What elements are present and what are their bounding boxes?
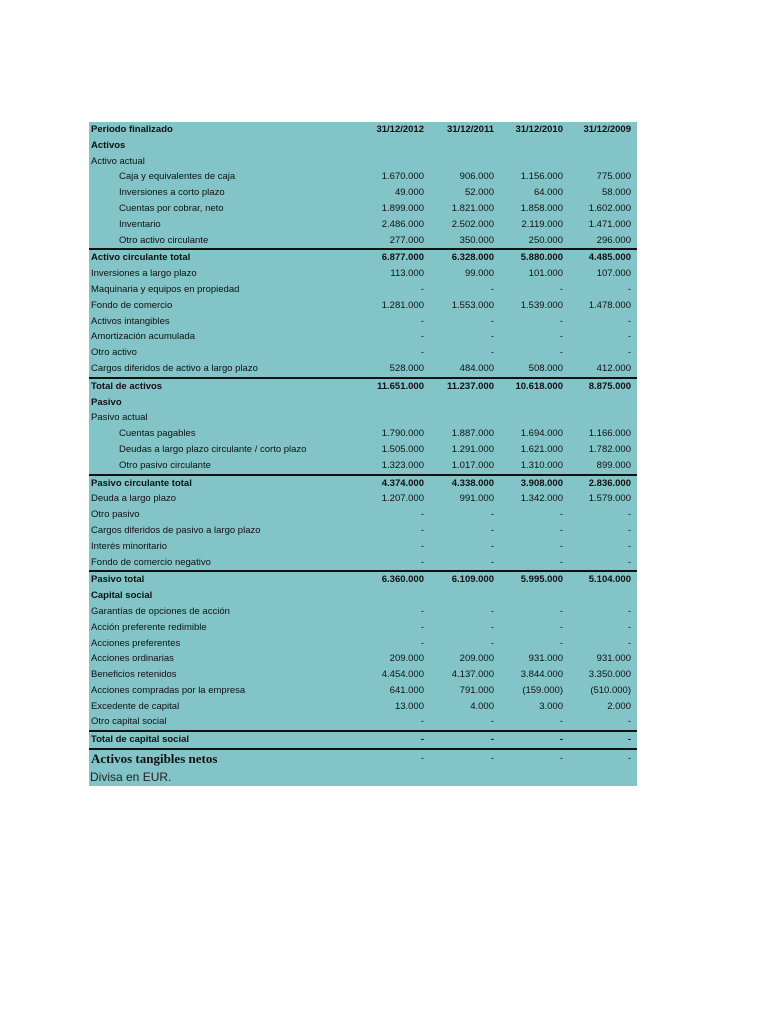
table-row — [89, 555, 637, 571]
row-label: Inventario — [119, 218, 161, 230]
table-cell: - — [559, 509, 563, 521]
table-cell: - — [420, 753, 424, 765]
table-cell: - — [559, 621, 563, 633]
table-row — [89, 410, 637, 426]
row-label: Pasivo actual — [91, 412, 148, 424]
table-cell: - — [420, 605, 424, 617]
row-label: Fondo de comercio — [91, 299, 173, 311]
table-cell: 1.887.000 — [451, 428, 494, 440]
table-cell: - — [490, 347, 494, 359]
table-row — [89, 539, 637, 555]
table-cell: 899.000 — [596, 459, 631, 471]
table-cell: 52.000 — [464, 187, 494, 199]
table-cell: 49.000 — [394, 187, 424, 199]
table-cell: - — [490, 524, 494, 536]
row-label: Interés minoritario — [91, 540, 168, 552]
table-cell: - — [627, 347, 631, 359]
table-cell: 2.000 — [607, 700, 631, 712]
row-label: Deuda a largo plazo — [91, 493, 177, 505]
row-label: Cargos diferidos de pasivo a largo plazo — [91, 524, 261, 536]
net-tangible-label: Activos tangibles netos — [91, 751, 218, 767]
table-cell: (510.000) — [590, 684, 631, 696]
table-cell: - — [559, 540, 563, 552]
table-cell: 1.821.000 — [451, 202, 494, 214]
period-header: 31/12/2012 — [376, 124, 424, 135]
table-cell: - — [627, 605, 631, 617]
row-label: Activo actual — [91, 155, 145, 167]
row-label: Activos intangibles — [91, 315, 170, 327]
table-cell: - — [490, 540, 494, 552]
table-cell: 1.291.000 — [451, 443, 494, 455]
table-cell: - — [490, 734, 494, 746]
table-row — [89, 345, 637, 361]
table-cell: 11.237.000 — [446, 380, 494, 392]
table-cell: 5.104.000 — [588, 574, 631, 586]
table-row — [89, 730, 637, 748]
table-cell: - — [420, 734, 424, 746]
table-row — [89, 426, 637, 442]
table-cell: 4.374.000 — [381, 477, 424, 489]
table-cell: 1.899.000 — [381, 202, 424, 214]
row-label: Otro pasivo circulante — [119, 459, 211, 471]
table-row — [89, 507, 637, 523]
table-cell: - — [490, 605, 494, 617]
table-row — [89, 588, 637, 604]
header-row — [89, 122, 637, 138]
table-cell: 931.000 — [528, 653, 563, 665]
table-cell: 1.505.000 — [381, 443, 424, 455]
table-cell: 1.207.000 — [381, 493, 424, 505]
table-cell: 6.109.000 — [451, 574, 494, 586]
table-cell: - — [627, 540, 631, 552]
table-row — [89, 667, 637, 683]
table-cell: - — [420, 540, 424, 552]
table-row — [89, 683, 637, 699]
table-cell: 1.156.000 — [520, 171, 563, 183]
table-cell: 1.310.000 — [520, 459, 563, 471]
table-cell: 6.328.000 — [451, 252, 494, 264]
table-cell: 1.602.000 — [588, 202, 631, 214]
row-label: Beneficios retenidos — [91, 669, 177, 681]
table-cell: 1.471.000 — [588, 218, 631, 230]
table-cell: 1.790.000 — [381, 428, 424, 440]
table-cell: - — [627, 283, 631, 295]
period-header: 31/12/2011 — [446, 124, 494, 135]
table-cell: - — [627, 753, 631, 765]
table-cell: 5.995.000 — [520, 574, 563, 586]
table-row — [89, 699, 637, 715]
table-row — [89, 282, 637, 298]
table-cell: 3.908.000 — [520, 477, 563, 489]
table-cell: 1.342.000 — [520, 493, 563, 505]
period-label: Periodo finalizado — [91, 124, 173, 135]
table-cell: - — [559, 716, 563, 728]
table-cell: - — [559, 605, 563, 617]
table-cell: - — [490, 637, 494, 649]
table-cell: - — [420, 331, 424, 343]
table-row — [89, 442, 637, 458]
table-cell: - — [627, 716, 631, 728]
row-label: Acciones preferentes — [91, 637, 181, 649]
table-cell: 484.000 — [459, 362, 494, 374]
row-label: Inversiones a largo plazo — [91, 268, 197, 280]
table-cell: - — [627, 315, 631, 327]
table-cell: 350.000 — [459, 234, 494, 246]
table-cell: 906.000 — [459, 171, 494, 183]
table-cell: 1.579.000 — [588, 493, 631, 505]
table-row — [89, 395, 637, 411]
row-label: Total de capital social — [91, 734, 190, 746]
table-cell: 11.651.000 — [376, 380, 424, 392]
table-cell: 4.000 — [470, 700, 494, 712]
row-label: Amortización acumulada — [91, 331, 196, 343]
table-row — [89, 458, 637, 474]
table-row — [89, 185, 637, 201]
table-cell: (159.000) — [522, 684, 563, 696]
table-cell: - — [627, 524, 631, 536]
table-cell: 641.000 — [389, 684, 424, 696]
table-cell: - — [559, 524, 563, 536]
table-row — [89, 154, 637, 170]
table-row — [89, 138, 637, 154]
table-cell: - — [627, 734, 631, 746]
table-cell: - — [490, 716, 494, 728]
table-cell: 6.360.000 — [381, 574, 424, 586]
table-row — [89, 523, 637, 539]
row-label: Fondo de comercio negativo — [91, 556, 211, 568]
table-body — [89, 138, 637, 748]
table-cell: 64.000 — [533, 187, 563, 199]
table-cell: - — [420, 524, 424, 536]
table-cell: 3.350.000 — [588, 669, 631, 681]
table-row — [89, 329, 637, 345]
table-cell: - — [420, 637, 424, 649]
table-cell: 296.000 — [596, 234, 631, 246]
row-label: Acción preferente redimible — [91, 621, 207, 633]
table-row — [89, 570, 637, 588]
row-label: Capital social — [91, 590, 153, 602]
table-cell: 99.000 — [464, 268, 494, 280]
table-cell: - — [559, 315, 563, 327]
row-label: Otro activo circulante — [119, 234, 209, 246]
table-cell: 791.000 — [459, 684, 494, 696]
table-cell: 13.000 — [394, 700, 424, 712]
table-row — [89, 714, 637, 730]
table-cell: 107.000 — [596, 268, 631, 280]
table-row — [89, 361, 637, 377]
table-cell: 1.281.000 — [381, 299, 424, 311]
table-cell: - — [627, 621, 631, 633]
row-label: Otro pasivo — [91, 509, 140, 521]
table-cell: 1.017.000 — [451, 459, 494, 471]
table-cell: 6.877.000 — [381, 252, 424, 264]
row-label: Inversiones a corto plazo — [119, 187, 225, 199]
table-cell: 1.858.000 — [520, 202, 563, 214]
row-label: Otro capital social — [91, 716, 167, 728]
net-tangible-row — [89, 748, 637, 769]
period-header: 31/12/2010 — [515, 124, 563, 135]
table-cell: 528.000 — [389, 362, 424, 374]
table-cell: 5.880.000 — [520, 252, 563, 264]
table-cell: 1.782.000 — [588, 443, 631, 455]
table-cell: 1.478.000 — [588, 299, 631, 311]
table-cell: 775.000 — [596, 171, 631, 183]
table-cell: 412.000 — [596, 362, 631, 374]
table-cell: - — [627, 637, 631, 649]
row-label: Deudas a largo plazo circulante / corto plazo — [119, 443, 307, 455]
table-cell: 10.618.000 — [515, 380, 563, 392]
table-cell: - — [420, 283, 424, 295]
table-cell: 3.844.000 — [520, 669, 563, 681]
row-label: Total de activos — [91, 380, 163, 392]
table-cell: - — [490, 315, 494, 327]
row-label: Otro activo — [91, 347, 137, 359]
table-cell: - — [559, 556, 563, 568]
table-cell: 4.338.000 — [451, 477, 494, 489]
table-cell: - — [490, 283, 494, 295]
table-row — [89, 201, 637, 217]
table-cell: - — [490, 509, 494, 521]
row-label: Excedente de capital — [91, 700, 180, 712]
table-cell: - — [490, 753, 494, 765]
row-label: Cargos diferidos de activo a largo plazo — [91, 362, 258, 374]
table-cell: - — [420, 315, 424, 327]
table-cell: - — [559, 347, 563, 359]
table-row — [89, 377, 637, 395]
row-label: Maquinaria y equipos en propiedad — [91, 283, 240, 295]
table-cell: 1.539.000 — [520, 299, 563, 311]
currency-note: Divisa en EUR. — [90, 770, 172, 785]
table-cell: - — [559, 331, 563, 343]
row-label: Acciones compradas por la empresa — [91, 684, 246, 696]
table-cell: 1.323.000 — [381, 459, 424, 471]
row-label: Cuentas por cobrar, neto — [119, 202, 224, 214]
table-cell: 1.621.000 — [520, 443, 563, 455]
table-cell: - — [627, 331, 631, 343]
table-cell: 4.137.000 — [451, 669, 494, 681]
row-label: Garantías de opciones de acción — [91, 605, 230, 617]
table-cell: 1.553.000 — [451, 299, 494, 311]
table-row — [89, 620, 637, 636]
table-row — [89, 491, 637, 507]
table-cell: 991.000 — [459, 493, 494, 505]
table-row — [89, 248, 637, 266]
row-label: Pasivo — [91, 396, 122, 408]
table-cell: 2.119.000 — [521, 218, 563, 230]
table-cell: - — [627, 509, 631, 521]
currency-note-row — [89, 769, 637, 786]
table-row — [89, 266, 637, 282]
table-cell: 113.000 — [390, 268, 424, 280]
table-cell: 1.694.000 — [520, 428, 563, 440]
table-cell: - — [559, 753, 563, 765]
table-row — [89, 474, 637, 492]
table-row — [89, 169, 637, 185]
table-cell: 1.670.000 — [381, 171, 424, 183]
row-label: Acciones ordinarias — [91, 653, 174, 665]
table-cell: 4.485.000 — [588, 252, 631, 264]
table-cell: 58.000 — [601, 187, 631, 199]
balance-sheet-table — [89, 122, 637, 786]
table-cell: 209.000 — [389, 653, 424, 665]
table-cell: - — [559, 637, 563, 649]
table-cell: - — [420, 347, 424, 359]
table-cell: 209.000 — [459, 653, 494, 665]
table-cell: - — [420, 556, 424, 568]
row-label: Cuentas pagables — [119, 428, 196, 440]
row-label: Activos — [91, 139, 126, 151]
table-cell: - — [420, 509, 424, 521]
table-cell: - — [490, 331, 494, 343]
table-cell: 2.486.000 — [381, 218, 424, 230]
row-label: Caja y equivalentes de caja — [119, 171, 236, 183]
period-header: 31/12/2009 — [583, 124, 631, 135]
table-cell: - — [559, 283, 563, 295]
table-cell: 1.166.000 — [588, 428, 631, 440]
table-cell: 8.875.000 — [588, 380, 631, 392]
table-cell: 508.000 — [528, 362, 563, 374]
table-row — [89, 636, 637, 652]
row-label: Pasivo circulante total — [91, 477, 192, 489]
table-cell: 277.000 — [389, 234, 424, 246]
table-row — [89, 604, 637, 620]
table-row — [89, 298, 637, 314]
table-cell: 101.000 — [528, 268, 563, 280]
table-cell: 4.454.000 — [381, 669, 424, 681]
table-row — [89, 314, 637, 330]
table-cell: - — [627, 556, 631, 568]
table-row — [89, 233, 637, 249]
table-cell: - — [559, 734, 563, 746]
table-cell: - — [420, 621, 424, 633]
table-cell: - — [490, 621, 494, 633]
table-cell: 2.502.000 — [451, 218, 494, 230]
table-cell: - — [490, 556, 494, 568]
table-cell: 931.000 — [596, 653, 631, 665]
table-row — [89, 217, 637, 233]
table-row — [89, 651, 637, 667]
table-cell: 3.000 — [539, 700, 563, 712]
table-cell: - — [420, 716, 424, 728]
row-label: Pasivo total — [91, 574, 145, 586]
table-cell: 2.836.000 — [588, 477, 631, 489]
row-label: Activo circulante total — [91, 252, 191, 264]
table-cell: 250.000 — [528, 234, 563, 246]
